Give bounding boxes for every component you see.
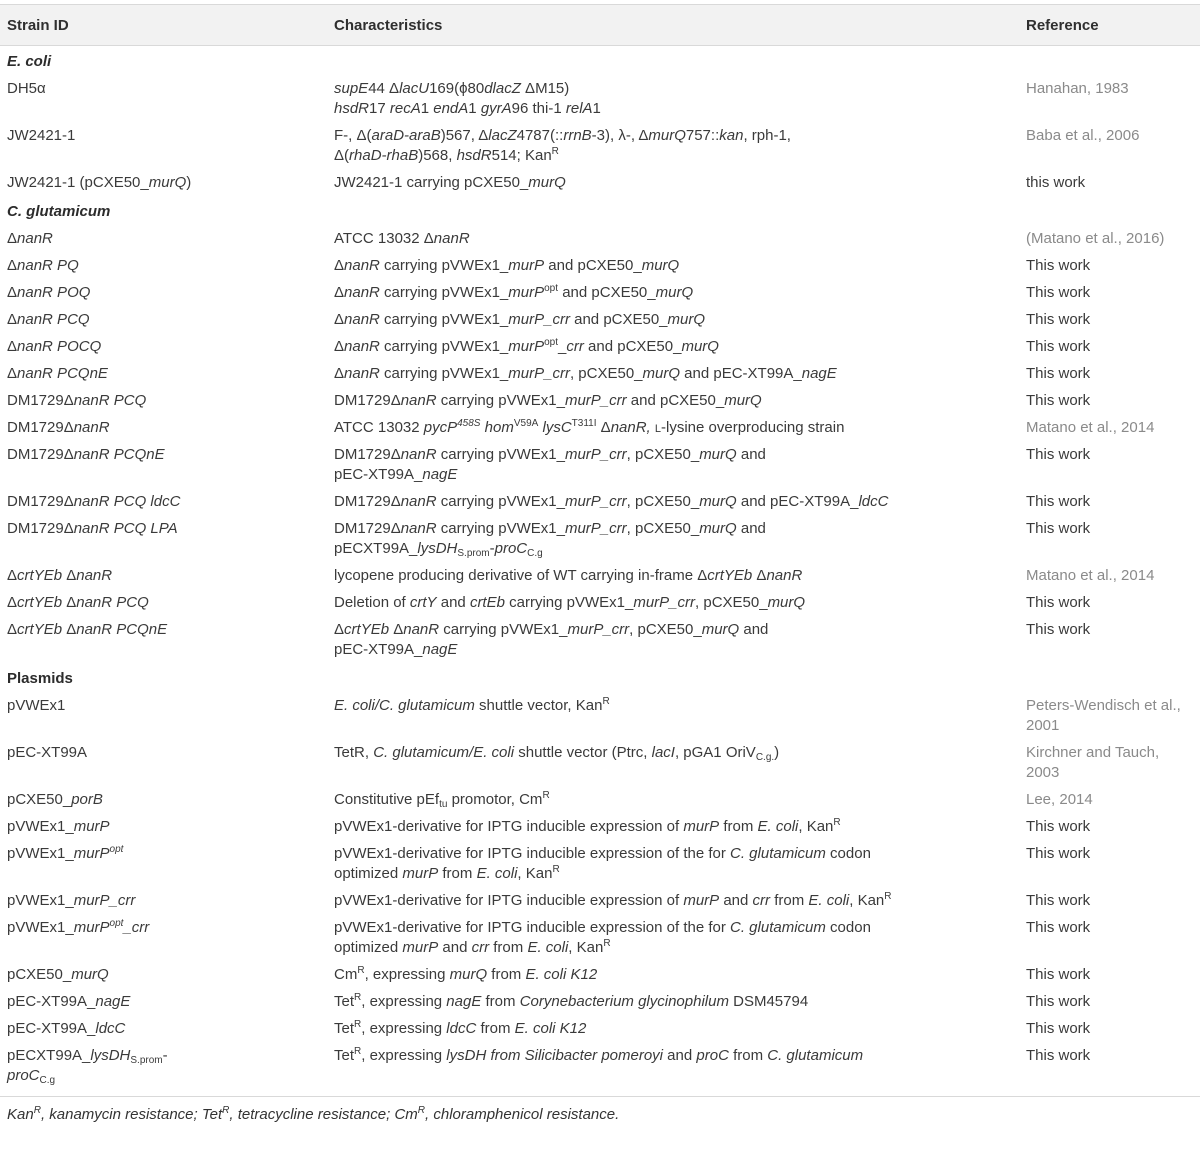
characteristics: ΔnanR carrying pVWEx1_murP$^{opt}$_crr and pCXE50_murQ [334, 337, 719, 355]
reference: This work [1026, 284, 1091, 301]
strain-id: JW2421-1 [7, 127, 76, 144]
strain-id: DM1729ΔnanR PCQnE [7, 446, 165, 463]
characteristics: ATCC 13032 pycP$^{458S}$ hom$^{V59A}$ lysC$^{T311I}$ ΔnanR, l-lysine overproducing strain [334, 418, 845, 436]
characteristics: E. coli/C. glutamicum shuttle vector, Kan$^R$ [334, 696, 610, 714]
reference-line-1: Peters-Wendisch et al., [1026, 697, 1181, 714]
strain-id: DM1729ΔnanR PCQ ldcC [7, 493, 181, 510]
section-row-plasmids [0, 663, 1200, 692]
table-row [0, 252, 1200, 279]
table-row [0, 562, 1200, 589]
strain-id: JW2421-1 (pCXE50_murQ) [7, 174, 192, 191]
table-row [0, 75, 1200, 122]
section-row-cglutamicum [0, 196, 1200, 225]
section-title-cglutamicum: C. glutamicum [7, 203, 111, 220]
table-row [0, 441, 1200, 488]
reference [1019, 739, 1200, 786]
plasmid-id: pEC-XT99A [7, 744, 88, 761]
reference: This work [1026, 520, 1091, 537]
strain-id: DM1729ΔnanR [7, 419, 110, 436]
table-row [0, 813, 1200, 840]
reference-line-2: 2001 [1026, 717, 1060, 734]
reference: This work [1026, 338, 1091, 355]
characteristics-line-2: pEC-XT99A_nagE [334, 466, 458, 483]
reference: Hanahan, 1983 [1026, 80, 1129, 97]
plasmid-id [0, 1042, 327, 1092]
plasmid-id: pVWEx1_murP$^{opt}$_crr [7, 918, 150, 936]
characteristics: lycopene producing derivative of WT carrying in-frame ΔcrtYEb ΔnanR [334, 567, 803, 584]
table-row [0, 589, 1200, 616]
characteristics-line-1: DM1729ΔnanR carrying pVWEx1_murP_crr, pCXE50_murQ and [334, 520, 766, 537]
header-characteristics: Characteristics [327, 5, 1019, 46]
characteristics: TetR, C. glutamicum/E. coli shuttle vector (Ptrc, lacI, pGA1 OriV$_{C.g.}$) [334, 744, 780, 763]
reference: This work [1026, 818, 1091, 835]
plasmid-id: pVWEx1_murP$^{opt}$ [7, 844, 124, 862]
strain-id: ΔnanR PCQ [7, 311, 90, 328]
characteristics-line-2: optimized murP from E. coli, Kan$^R$ [334, 864, 560, 882]
strains-plasmids-table [0, 4, 1200, 1092]
reference: This work [1026, 392, 1091, 409]
strain-id: ΔnanR [7, 230, 53, 247]
strain-id: DH5α [7, 80, 46, 97]
reference: This work [1026, 919, 1091, 936]
table-row [0, 786, 1200, 813]
reference: This work [1026, 892, 1091, 909]
table-row [0, 515, 1200, 562]
characteristics-line-1: DM1729ΔnanR carrying pVWEx1_murP_crr, pCXE50_murQ and [334, 446, 766, 463]
section-title-ecoli: E. coli [7, 53, 52, 70]
header-strain-id: Strain ID [0, 5, 327, 46]
strain-id: DM1729ΔnanR PCQ LPA [7, 520, 178, 537]
table-row [0, 1042, 1200, 1092]
plasmid-id-line-1: pECXT99A_lysDH$_{S.prom}$- [7, 1047, 168, 1066]
characteristics [327, 122, 1019, 169]
strain-id: ΔcrtYEb ΔnanR PCQnE [7, 621, 168, 638]
table-row [0, 887, 1200, 914]
characteristics-line-2: Δ(rhaD-rhaB)568, hsdR514; Kan$^R$ [334, 146, 559, 164]
header-reference: Reference [1019, 5, 1200, 46]
characteristics: ATCC 13032 ΔnanR [334, 230, 470, 247]
reference: (Matano et al., 2016) [1026, 230, 1165, 247]
strain-id: ΔcrtYEb ΔnanR PCQ [7, 594, 149, 611]
characteristics: ΔnanR carrying pVWEx1_murP and pCXE50_murQ [334, 257, 680, 274]
plasmid-id: pVWEx1 [7, 697, 66, 714]
reference: This work [1026, 1020, 1091, 1037]
table-row [0, 739, 1200, 786]
characteristics: JW2421-1 carrying pCXE50_murQ [334, 174, 566, 191]
characteristics [327, 840, 1019, 887]
reference: This work [1026, 1047, 1091, 1064]
reference: Baba et al., 2006 [1026, 127, 1140, 144]
table-row [0, 333, 1200, 360]
characteristics: Tet$^R$, expressing lysDH from Silicibacter pomeroyi and proC from C. glutamicum [334, 1046, 864, 1064]
plasmid-id: pVWEx1_murP_crr [7, 892, 136, 909]
reference [1019, 692, 1200, 739]
strain-id: ΔnanR POCQ [7, 338, 102, 355]
reference: This work [1026, 594, 1091, 611]
characteristics-line-1: F-, Δ(araD-araB)567, ΔlacZ4787(::rrnB-3), λ-, ΔmurQ757::kan, rph-1, [334, 127, 791, 144]
table-row [0, 387, 1200, 414]
plasmid-id: pEC-XT99A_ldcC [7, 1020, 126, 1037]
strain-id: ΔnanR PQ [7, 257, 79, 274]
characteristics-line-1: ΔcrtYEb ΔnanR carrying pVWEx1_murP_crr, pCXE50_murQ and [334, 621, 769, 638]
reference: Lee, 2014 [1026, 791, 1093, 808]
reference: This work [1026, 493, 1091, 510]
strain-id: ΔcrtYEb ΔnanR [7, 567, 113, 584]
characteristics: ΔnanR carrying pVWEx1_murP_crr and pCXE50_murQ [334, 311, 706, 328]
table-header-row [0, 5, 1200, 46]
table-row [0, 914, 1200, 961]
characteristics: pVWEx1-derivative for IPTG inducible expression of murP and crr from E. coli, Kan$^R$ [334, 891, 892, 909]
characteristics: Constitutive pEf$_{tu}$ promotor, $Cm^R$ [334, 790, 550, 810]
characteristics: Tet$^R$, expressing nagE from Corynebacterium glycinophilum DSM45794 [334, 992, 809, 1010]
reference: this work [1026, 174, 1086, 191]
reference: This work [1026, 446, 1091, 463]
reference: This work [1026, 257, 1091, 274]
characteristics: ΔnanR carrying pVWEx1_murP$^{opt}$ and pCXE50_murQ [334, 283, 694, 301]
table-row [0, 414, 1200, 441]
reference: This work [1026, 311, 1091, 328]
table-row [0, 306, 1200, 333]
strain-id: ΔnanR PCQnE [7, 365, 108, 382]
characteristics: DM1729ΔnanR carrying pVWEx1_murP_crr, pCXE50_murQ and pEC-XT99A_ldcC [334, 493, 889, 510]
reference: Matano et al., 2014 [1026, 567, 1155, 584]
section-row-ecoli [0, 46, 1200, 76]
table-row [0, 692, 1200, 739]
table-row [0, 961, 1200, 988]
reference: This work [1026, 365, 1091, 382]
characteristics: $Cm^R$, expressing murQ from E. coli K12 [334, 965, 598, 983]
characteristics [327, 616, 1019, 663]
section-title-plasmids: Plasmids [7, 670, 73, 687]
characteristics [327, 441, 1019, 488]
plasmid-id: pCXE50_porB [7, 791, 103, 808]
characteristics-line-2: hsdR17 recA1 endA1 gyrA96 thi-1 relA1 [334, 100, 601, 117]
characteristics-line-1: pVWEx1-derivative for IPTG inducible expression of the for C. glutamicum codon [334, 845, 871, 862]
characteristics [327, 515, 1019, 562]
strain-id: ΔnanR POQ [7, 284, 91, 301]
reference-line-1: Kirchner and Tauch, [1026, 744, 1160, 761]
table-row [0, 488, 1200, 515]
table-row [0, 988, 1200, 1015]
reference: This work [1026, 621, 1091, 638]
characteristics: ΔnanR carrying pVWEx1_murP_crr, pCXE50_murQ and pEC-XT99A_nagE [334, 365, 837, 382]
plasmid-id: pEC-XT99A_nagE [7, 993, 131, 1010]
plasmid-id: pCXE50_murQ [7, 966, 109, 983]
reference: This work [1026, 966, 1091, 983]
strain-table-page [0, 4, 1200, 1123]
table-row [0, 360, 1200, 387]
table-row [0, 122, 1200, 169]
characteristics: pVWEx1-derivative for IPTG inducible expression of murP from E. coli, Kan$^R$ [334, 817, 841, 835]
reference: This work [1026, 845, 1091, 862]
characteristics-line-1: supE44 ΔlacU169(ϕ80dlacZ ΔM15) [334, 80, 570, 97]
table-row [0, 616, 1200, 663]
characteristics [327, 914, 1019, 961]
reference: Matano et al., 2014 [1026, 419, 1155, 436]
characteristics-line-1: pVWEx1-derivative for IPTG inducible expression of the for C. glutamicum codon [334, 919, 871, 936]
table-row [0, 840, 1200, 887]
table-row [0, 225, 1200, 252]
table-row [0, 279, 1200, 306]
table-row [0, 1015, 1200, 1042]
table-row [0, 169, 1200, 196]
strain-id: DM1729ΔnanR PCQ [7, 392, 147, 409]
characteristics-line-2: pEC-XT99A_nagE [334, 641, 458, 658]
table-footnote: Kan$^R$, kanamycin resistance; Tet$^R$, tetracycline resistance; $Cm^R$, chloramphenicol resistance. [0, 1096, 1200, 1123]
characteristics-line-2: optimized murP and crr from E. coli, Kan$^R$ [334, 938, 611, 956]
reference: This work [1026, 993, 1091, 1010]
characteristics [327, 75, 1019, 122]
plasmid-id-line-2: proC$_{C.g}$ [7, 1067, 56, 1086]
reference-line-2: 2003 [1026, 764, 1060, 781]
characteristics: Deletion of crtY and crtEb carrying pVWEx1_murP_crr, pCXE50_murQ [334, 594, 806, 611]
characteristics-line-2: pECXT99A_lysDH$_{S.prom}$-proC$_{C.g}$ [334, 540, 543, 559]
plasmid-id: pVWEx1_murP [7, 818, 110, 835]
characteristics: Tet$^R$, expressing ldcC from E. coli K12 [334, 1019, 587, 1037]
characteristics: DM1729ΔnanR carrying pVWEx1_murP_crr and pCXE50_murQ [334, 392, 762, 409]
